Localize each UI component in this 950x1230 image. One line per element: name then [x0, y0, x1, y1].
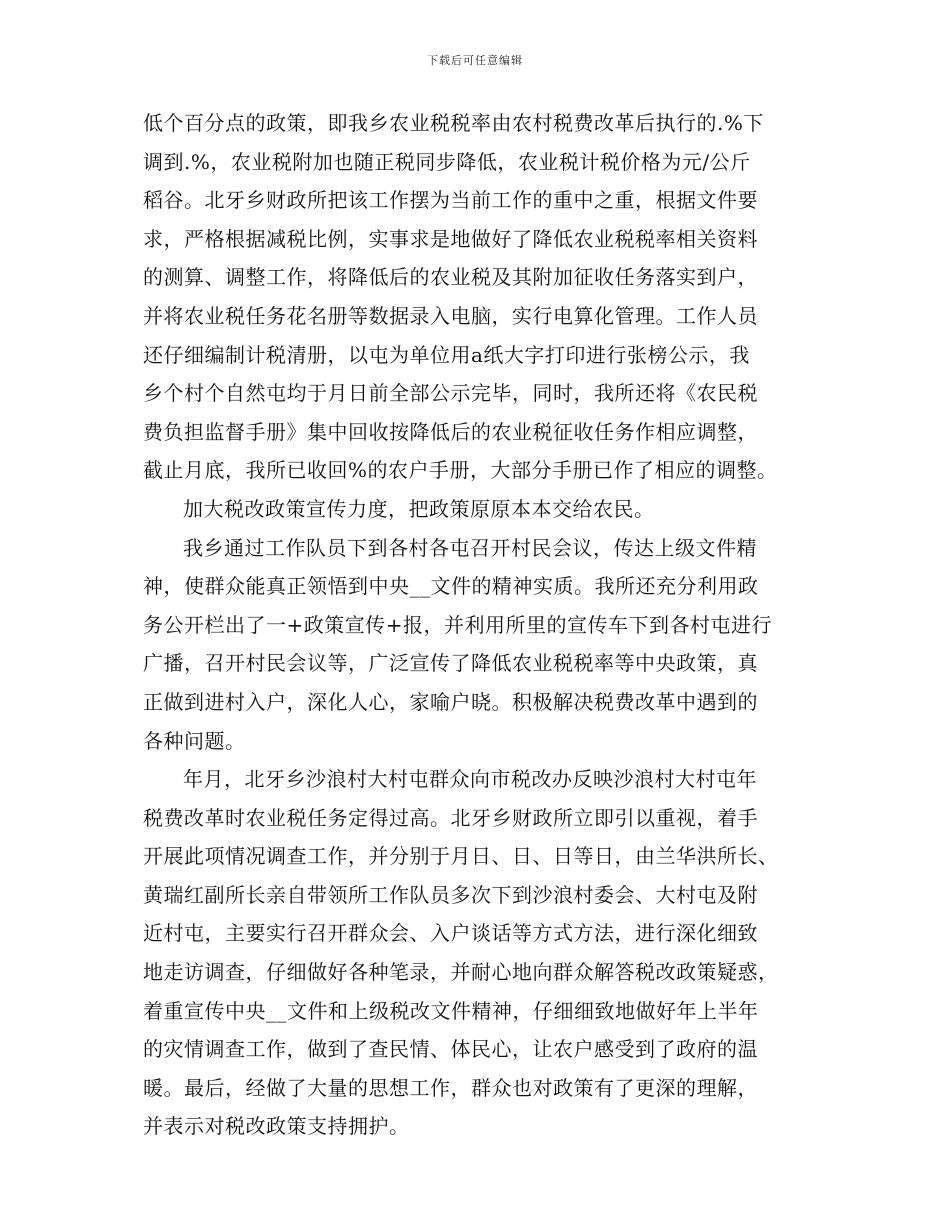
text-line: 务公开栏出了一+政策宣传+报，并利用所里的宣传车下到各村屯进行 [143, 612, 773, 637]
text-line: 广播，召开村民会议等，广泛宣传了降低农业税税率等中央政策，真 [143, 651, 758, 676]
paragraph [143, 104, 813, 490]
text-line: 截止月底，我所已收回%的农户手册，大部分手册已作了相应的调整。 [143, 458, 778, 483]
text-line: 年月，北牙乡沙浪村大村屯群众向市税改办反映沙浪村大村屯年 [183, 767, 757, 792]
text-line: 黄瑞红副所长亲自带领所工作队员多次下到沙浪村委会、大村屯及附 [143, 882, 758, 907]
page-header: 下载后可任意编辑 [427, 54, 523, 67]
text-line: 并将农业税任务花名册等数据录入电脑，实行电算化管理。工作人员 [143, 303, 758, 328]
paragraph [143, 760, 813, 799]
paragraph [143, 529, 813, 568]
text-line: 正做到进村入户，深化人心，家喻户晓。积极解决税费改革中遇到的 [143, 689, 758, 714]
paragraph [143, 567, 813, 760]
text-line: 加大税改政策宣传力度，把政策原原本本交给农民。 [183, 496, 655, 521]
text-line: 低个百分点的政策，即我乡农业税税率由农村税费改革后执行的.%下 [143, 111, 764, 135]
text-line: 开展此项情况调查工作，并分别于月日、日、日等日，由兰华洪所长、 [143, 844, 779, 869]
text-line: 稻谷。北牙乡财政所把该工作摆为当前工作的重中之重，根据文件要 [143, 188, 758, 213]
text-line: 着重宣传中央__文件和上级税改文件精神，仔细细致地做好年上半年 [143, 998, 759, 1023]
text-line: 乡个村个自然屯均于月日前全部公示完毕，同时，我所还将《农民税 [143, 381, 758, 406]
paragraph [143, 799, 813, 1146]
text-line: 各种问题。 [143, 728, 246, 753]
text-line: 调到.%，农业税附加也随正税同步降低，农业税计税价格为元/公斤 [143, 149, 751, 174]
paragraph [143, 490, 813, 529]
document-body [143, 104, 813, 1146]
text-line: 费负担监督手册》集中回收按降低后的农业税征收任务作相应调整， [143, 419, 758, 444]
text-line: 地走访调查，仔细做好各种笔录，并耐心地向群众解答税改政策疑惑， [143, 960, 779, 985]
text-line: 并表示对税改政策支持拥护。 [143, 1114, 410, 1139]
text-line: 求，严格根据减税比例，实事求是地做好了降低农业税税率相关资料 [143, 226, 758, 251]
text-line: 我乡通过工作队员下到各村各屯召开村民会议，传达上级文件精 [183, 535, 757, 560]
text-line: 暖。最后，经做了大量的思想工作，群众也对政策有了更深的理解， [143, 1075, 758, 1100]
text-line: 神，使群众能真正领悟到中央__文件的精神实质。我所还充分利用政 [143, 574, 759, 599]
text-line: 还仔细编制计税清册，以屯为单位用a纸大字打印进行张榜公示，我 [143, 342, 750, 367]
text-line: 税费改革时农业税任务定得过高。北牙乡财政所立即引以重视，着手 [143, 805, 758, 830]
text-line: 近村屯，主要实行召开群众会、入户谈话等方式方法，进行深化细致 [143, 921, 758, 946]
text-line: 的测算、调整工作，将降低后的农业税及其附加征收任务落实到户， [143, 265, 758, 290]
text-line: 的灾情调查工作，做到了查民情、体民心，让农户感受到了政府的温 [143, 1037, 758, 1062]
